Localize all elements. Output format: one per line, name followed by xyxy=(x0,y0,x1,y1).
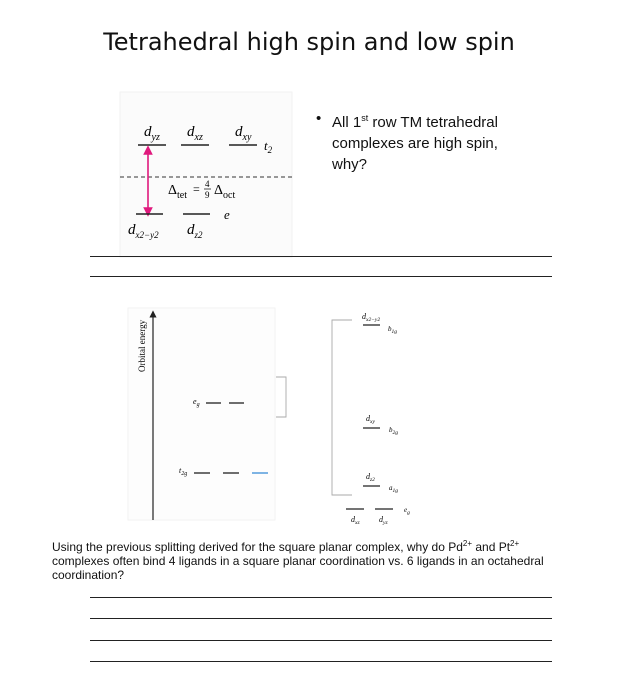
bullet-line-3: why? xyxy=(332,156,368,173)
bullet-line-1: All 1st row TM tetrahedral xyxy=(332,113,498,131)
axis-label: Orbital energy xyxy=(137,319,147,372)
dz2-sp-label: $d_{z2}$ xyxy=(366,472,375,483)
dxz-sp-label: $d_{xz}$ xyxy=(351,515,360,526)
dxy-sp-label: $d_{xy}$ xyxy=(366,414,375,425)
diagram-background xyxy=(128,308,275,520)
sp-eg-label: $e_g$ xyxy=(404,506,410,516)
tetrahedral-splitting-diagram xyxy=(120,92,292,257)
page-title: Tetrahedral high spin and low spin xyxy=(103,28,515,56)
dz2-label: $d_{z2}$ xyxy=(187,222,203,240)
square-planar-splitting-diagram xyxy=(128,308,410,526)
bullet-line-2: complexes are high spin, xyxy=(332,135,498,152)
b1g-label: $b_{1g}$ xyxy=(388,325,397,335)
e-set-label: e xyxy=(224,207,230,222)
fraction-numerator: 4 xyxy=(205,179,210,189)
answer-line[interactable] xyxy=(90,276,552,277)
delta-tet-symbol: $\Delta_{tet}$ xyxy=(168,183,188,201)
dx2-y2-sp-label: $d_{x2-y2}$ xyxy=(362,312,381,323)
a1g-label: $a_{1g}$ xyxy=(389,484,398,494)
high-spin-question xyxy=(318,108,558,175)
square-planar-bracket xyxy=(332,320,352,495)
oct-t2g-label: $t_{2g}$ xyxy=(179,466,188,477)
dxy-label: $d_{xy}$ xyxy=(235,124,252,143)
delta-oct-symbol: $\Delta_{oct}$ xyxy=(214,183,236,201)
bullet-point: • xyxy=(316,110,322,127)
answer-line[interactable] xyxy=(90,597,552,598)
square-planar-question: Using the previous splitting derived for the square planar complex, why do $Pd^{2+}$ and $Pt^{2+}$ complexes often bind 4 ligands in a square planar coordination vs. 6 ligands in an octahedral coordination? xyxy=(52,539,544,582)
dxz-label: $d_{xz}$ xyxy=(187,124,203,143)
dyz-sp-label: $d_{yz}$ xyxy=(379,515,388,526)
fraction-denominator: 9 xyxy=(205,190,210,200)
answer-line[interactable] xyxy=(90,618,552,619)
equals-sign: = xyxy=(193,182,200,196)
eg-bracket xyxy=(276,377,286,417)
dx2-y2-label: $d_{x2-y2}$ xyxy=(128,222,159,240)
t2-set-label: $t_2$ xyxy=(264,138,273,155)
dyz-label: $d_{yz}$ xyxy=(144,124,160,143)
answer-line[interactable] xyxy=(90,661,552,662)
b2g-label: $b_{2g}$ xyxy=(389,426,398,436)
oct-eg-label: $e_g$ xyxy=(193,397,200,408)
answer-line[interactable] xyxy=(90,640,552,641)
answer-line[interactable] xyxy=(90,256,552,257)
